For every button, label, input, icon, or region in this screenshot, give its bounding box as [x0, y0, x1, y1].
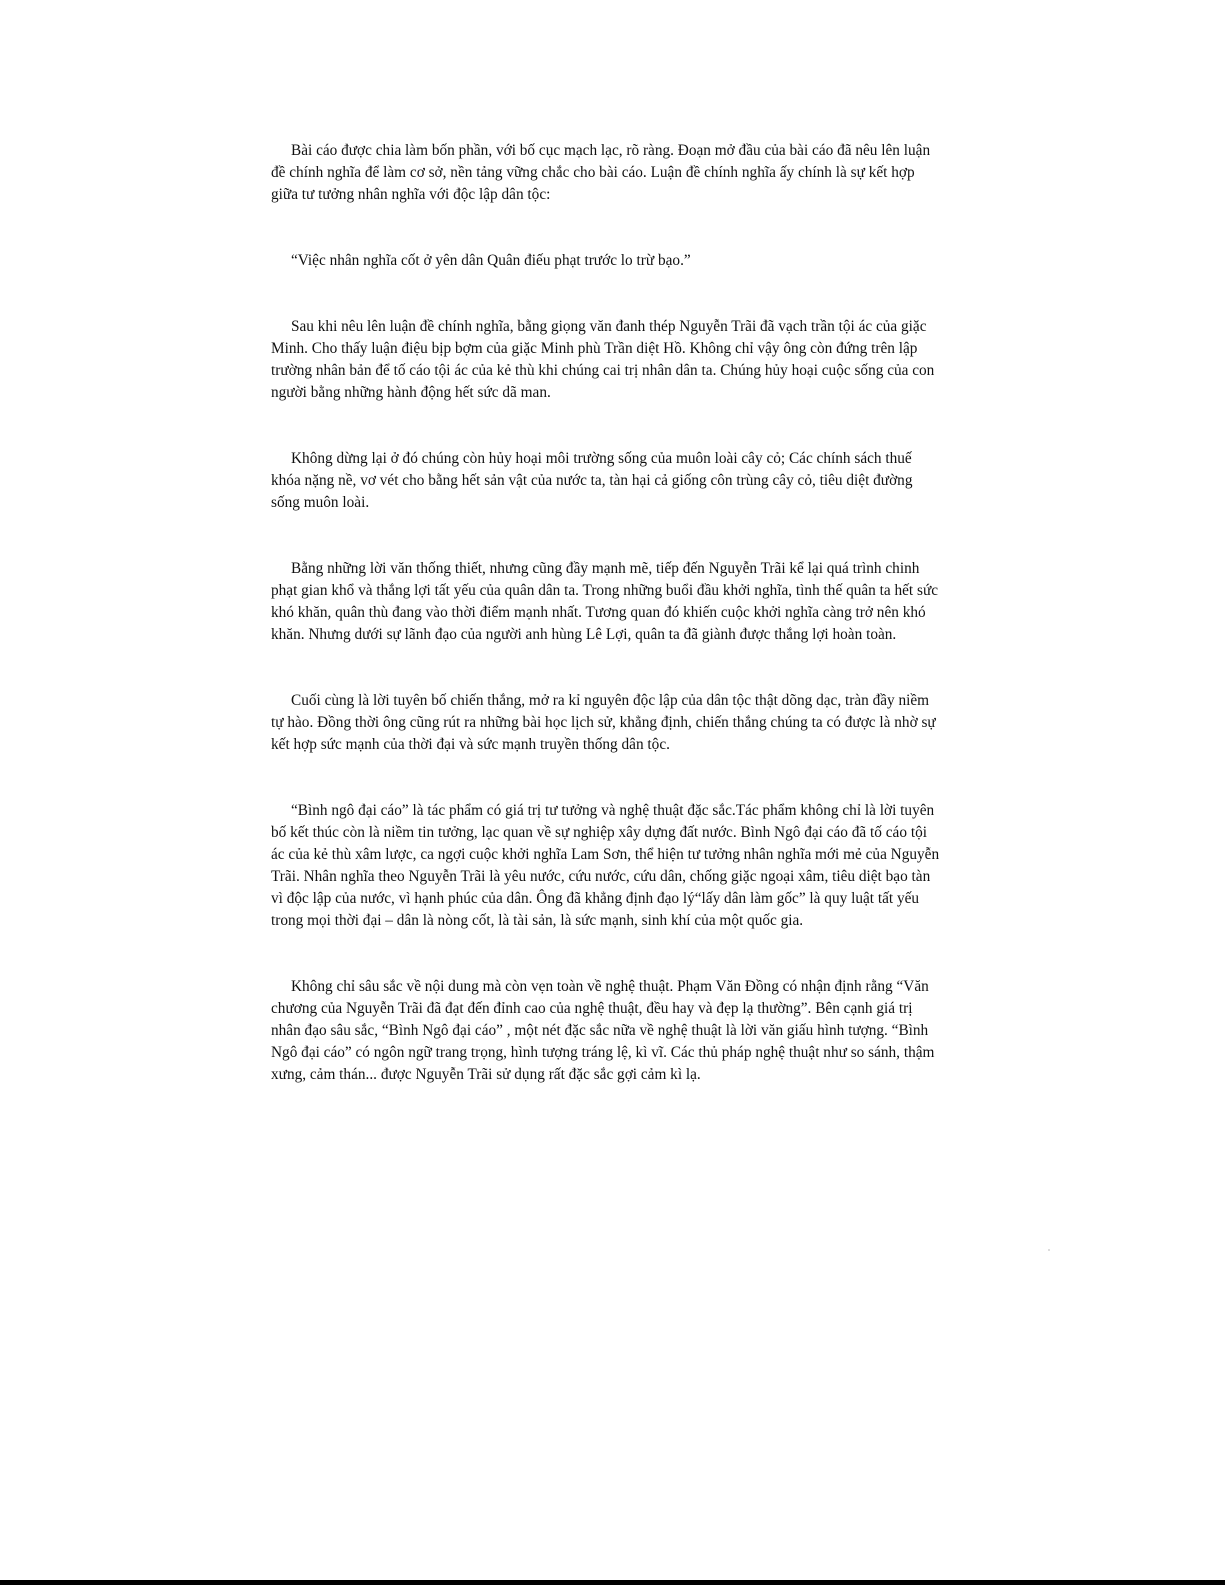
document-body: [271, 140, 943, 1086]
paragraph-victory: Cuối cùng là lời tuyên bố chiến thắng, mở ra kỉ nguyên độc lập của dân tộc thật dõng dạc, tràn đầy niềm tự hào. Đồng thời ông cũng rút ra những bài học lịch sử, khẳng định, chiến thắng chúng ta có được là nhờ sự kết hợp sức mạnh của thời đại và sức mạnh truyền thống dân tộc.: [271, 692, 936, 753]
paragraph-crimes: Sau khi nêu lên luận đề chính nghĩa, bằng giọng văn đanh thép Nguyễn Trãi đã vạch trần tội ác của giặc Minh. Cho thấy luận điệu bịp bợm của giặc Minh phù Trần diệt Hồ. Không chỉ vậy ông còn đứng trên lập trường nhân bản để tố cáo tội ác của kẻ thù khi chúng cai trị nhân dân ta. Chúng hủy hoại cuộc sống của con người bằng những hành động hết sức dã man.: [271, 318, 935, 401]
paragraph-value: “Bình ngô đại cáo” là tác phẩm có giá trị tư tưởng và nghệ thuật đặc sắc.Tác phẩm không chỉ là lời tuyên bố kết thúc còn là niềm tin tưởng, lạc quan về sự nghiệp xây dựng đất nước. Bình Ngô đại cáo đã tố cáo tội ác của kẻ thù xâm lược, ca ngợi cuộc khởi nghĩa Lam Sơn, thể hiện tư tưởng nhân nghĩa mới mẻ của Nguyễn Trãi. Nhân nghĩa theo Nguyễn Trãi là yêu nước, cứu nước, cứu dân, chống giặc ngoại xâm, tiêu diệt bạo tàn vì độc lập của nước, vì hạnh phúc của dân. Ông đã khẳng định đạo lý“lấy dân làm gốc” là quy luật tất yếu trong mọi thời đại – dân là nòng cốt, là tài sản, là sức mạnh, sinh khí của một quốc gia.: [271, 802, 940, 929]
paragraph-environment: Không dừng lại ở đó chúng còn hủy hoại môi trường sống của muôn loài cây cỏ; Các chính sách thuế khóa nặng nề, vơ vét cho bằng hết sản vật của nước ta, tàn hại cả giống côn trùng cây cỏ, tiêu diệt đường sống muôn loài.: [271, 450, 913, 511]
scan-speck: [1048, 1249, 1050, 1251]
paragraph-quote: “Việc nhân nghĩa cốt ở yên dân Quân điếu phạt trước lo trừ bạo.”: [291, 252, 691, 269]
paragraph-intro: Bài cáo được chia làm bốn phần, với bố cục mạch lạc, rõ ràng. Đoạn mở đầu của bài cáo đã nêu lên luận đề chính nghĩa để làm cơ sở, nền tảng vững chắc cho bài cáo. Luận đề chính nghĩa ấy chính là sự kết hợp giữa tư tưởng nhân nghĩa với độc lập dân tộc:: [271, 142, 931, 203]
bottom-border: [0, 1580, 1225, 1585]
paragraph-uprising: Bằng những lời văn thống thiết, nhưng cũng đầy mạnh mẽ, tiếp đến Nguyễn Trãi kể lại quá trình chinh phạt gian khổ và thắng lợi tất yếu của quân dân ta. Trong những buổi đầu khởi nghĩa, tình thế quân ta hết sức khó khăn, quân thù đang vào thời điểm mạnh nhất. Tương quan đó khiến cuộc khởi nghĩa càng trở nên khó khăn. Nhưng dưới sự lãnh đạo của người anh hùng Lê Lợi, quân ta đã giành được thắng lợi hoàn toàn.: [271, 560, 939, 643]
paragraph-art: Không chỉ sâu sắc về nội dung mà còn vẹn toàn về nghệ thuật. Phạm Văn Đồng có nhận định rằng “Văn chương của Nguyễn Trãi đã đạt đến đỉnh cao của nghệ thuật, đều hay và đẹp lạ thường”. Bên cạnh giá trị nhân đạo sâu sắc, “Bình Ngô đại cáo” , một nét đặc sắc nữa về nghệ thuật là lời văn giấu hình tượng. “Bình Ngô đại cáo” có ngôn ngữ trang trọng, hình tượng tráng lệ, kì vĩ. Các thủ pháp nghệ thuật như so sánh, thậm xưng, cảm thán... được Nguyễn Trãi sử dụng rất đặc sắc gợi cảm kì lạ.: [271, 978, 935, 1083]
